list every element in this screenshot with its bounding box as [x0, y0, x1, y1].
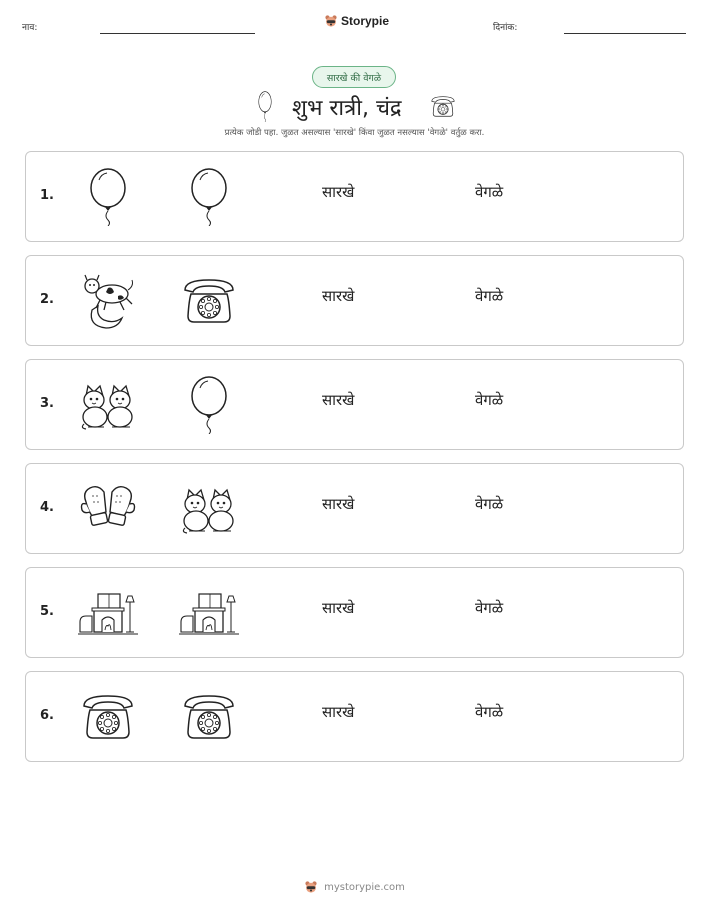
- telephone-icon: [428, 92, 458, 120]
- question-number: 3.: [40, 396, 54, 411]
- date-label: दिनांक:: [493, 23, 518, 33]
- question-row: [25, 463, 684, 554]
- question-row: [25, 151, 684, 242]
- footer-url: mystorypie.com: [324, 881, 405, 893]
- instructions: प्रत्येक जोडी पहा. जुळत असल्यास 'सारखे' किंवा जुळत नसल्यास 'वेगळे' वर्तुळ करा.: [224, 128, 485, 138]
- question-row: [25, 567, 684, 658]
- same-option[interactable]: सारखे: [322, 703, 355, 721]
- kittens-icon: [179, 478, 239, 538]
- cow-jumping-moon-icon: [78, 270, 138, 330]
- balloon-icon: [179, 374, 239, 434]
- balloon-icon: [179, 166, 239, 226]
- bear-logo-icon: [324, 14, 338, 28]
- same-option[interactable]: सारखे: [322, 287, 355, 305]
- question-number: 5.: [40, 604, 54, 619]
- different-option[interactable]: वेगळे: [475, 183, 504, 201]
- telephone-icon: [78, 686, 138, 746]
- worksheet-header: [0, 14, 709, 40]
- question-number: 4.: [40, 500, 54, 515]
- bear-logo-icon: [304, 880, 318, 894]
- balloon-icon: [254, 90, 276, 122]
- footer: [0, 880, 709, 894]
- telephone-icon: [179, 686, 239, 746]
- room-fireplace-icon: [179, 582, 239, 642]
- same-option[interactable]: सारखे: [322, 599, 355, 617]
- question-number: 2.: [40, 292, 54, 307]
- telephone-icon: [179, 270, 239, 330]
- same-option[interactable]: सारखे: [322, 391, 355, 409]
- different-option[interactable]: वेगळे: [475, 599, 504, 617]
- same-option[interactable]: सारखे: [322, 495, 355, 513]
- room-fireplace-icon: [78, 582, 138, 642]
- different-option[interactable]: वेगळे: [475, 495, 504, 513]
- page-title: शुभ रात्री, चंद्र: [292, 96, 402, 121]
- question-row: [25, 359, 684, 450]
- different-option[interactable]: वेगळे: [475, 287, 504, 305]
- worksheet-type-badge: सारखे की वेगळे: [312, 66, 396, 88]
- name-line[interactable]: [100, 33, 255, 34]
- mittens-icon: [78, 478, 138, 538]
- kittens-icon: [78, 374, 138, 434]
- question-number: 1.: [40, 188, 54, 203]
- title-row: [0, 88, 709, 124]
- brand-logo: [324, 14, 389, 28]
- name-label: नाव:: [22, 23, 38, 33]
- question-row: [25, 671, 684, 762]
- same-option[interactable]: सारखे: [322, 183, 355, 201]
- question-row: [25, 255, 684, 346]
- different-option[interactable]: वेगळे: [475, 703, 504, 721]
- balloon-icon: [78, 166, 138, 226]
- brand-name: Storypie: [341, 14, 390, 28]
- question-number: 6.: [40, 708, 54, 723]
- date-line[interactable]: [564, 33, 686, 34]
- different-option[interactable]: वेगळे: [475, 391, 504, 409]
